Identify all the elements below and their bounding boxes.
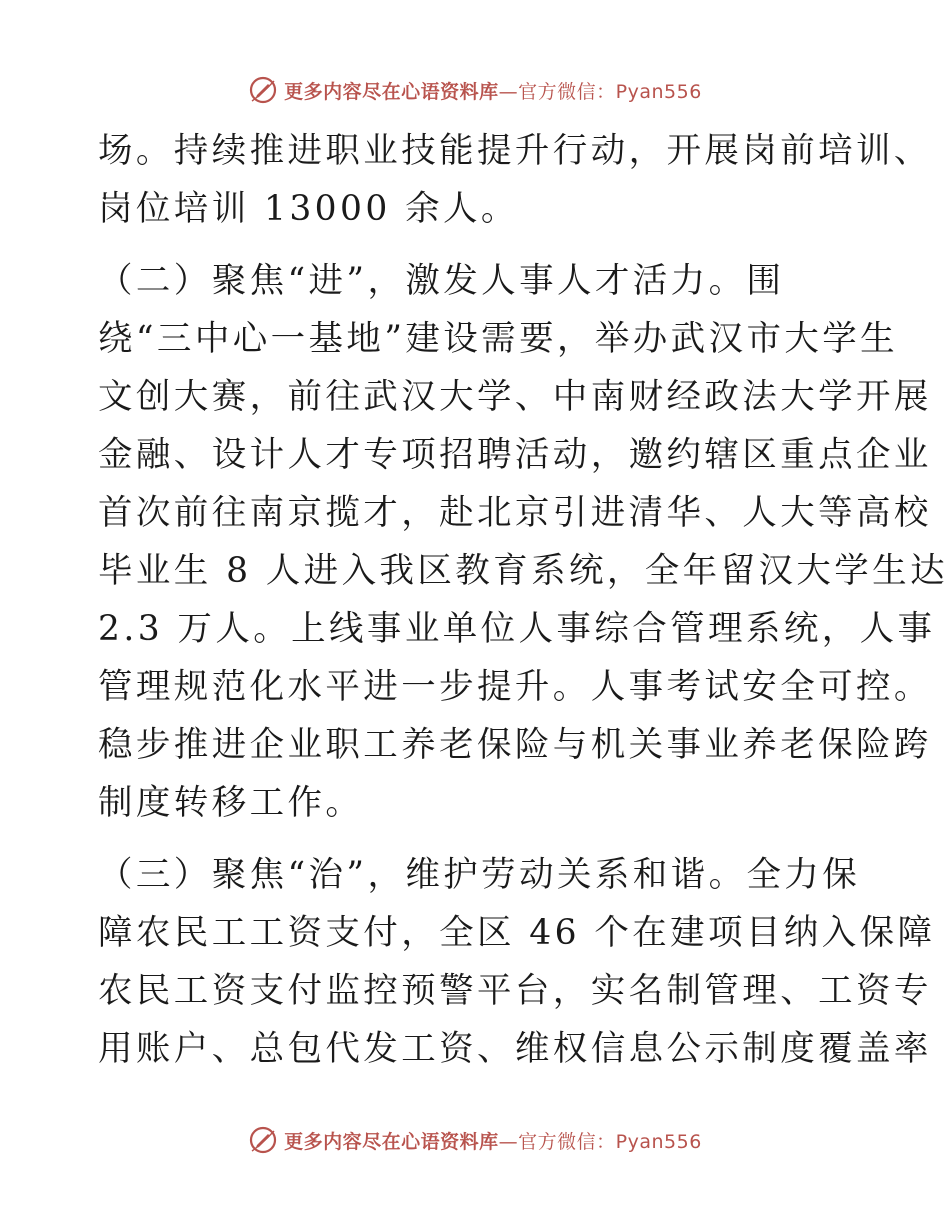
text-line: 障农民工工资支付，全区 46 个在建项目纳入保障	[98, 913, 936, 953]
footer-separator: —	[498, 1130, 519, 1153]
text-line: 制度转移工作。	[98, 783, 364, 823]
paragraph-2	[98, 252, 948, 832]
header-contact: 官方微信：Pyan556	[518, 80, 702, 103]
header-watermark-inner	[248, 75, 702, 105]
text-line: 文创大赛，前往武汉大学、中南财经政法大学开展	[98, 377, 932, 417]
header-separator: —	[498, 80, 519, 103]
text-line: 毕业生 8 人进入我区教育系统，全年留汉大学生达	[98, 551, 948, 591]
footer-watermark-banner	[0, 1120, 950, 1160]
footer-watermark-text	[284, 1127, 702, 1154]
header-watermark-text	[284, 77, 702, 104]
footer-watermark-inner	[248, 1125, 702, 1155]
paragraph-3	[98, 846, 936, 1078]
text-line: 用账户、总包代发工资、维权信息公示制度覆盖率	[98, 1029, 932, 1069]
pen-logo-icon	[248, 75, 278, 105]
text-line: 管理规范化水平进一步提升。人事考试安全可控。	[98, 667, 932, 707]
paragraph-1	[98, 122, 932, 238]
text-line: 稳步推进企业职工养老保险与机关事业养老保险跨	[98, 725, 932, 765]
text-line: 农民工资支付监控预警平台，实名制管理、工资专	[98, 971, 932, 1011]
document-body	[98, 122, 948, 1078]
text-line: （二）聚焦“进”，激发人事人才活力。围	[98, 261, 785, 301]
text-line: 金融、设计人才专项招聘活动，邀约辖区重点企业	[98, 435, 932, 475]
pen-logo-icon	[248, 1125, 278, 1155]
header-site-name: 更多内容尽在心语资料库	[284, 80, 499, 103]
footer-site-name: 更多内容尽在心语资料库	[284, 1130, 499, 1153]
header-watermark-banner	[0, 70, 950, 110]
text-line: 场。持续推进职业技能提升行动，开展岗前培训、	[98, 131, 932, 171]
text-line: 岗位培训 13000 余人。	[98, 189, 519, 229]
text-line: 首次前往南京揽才，赴北京引进清华、人大等高校	[98, 493, 932, 533]
text-line: 绕“三中心一基地”建设需要，举办武汉市大学生	[98, 319, 899, 359]
text-line: 2.3 万人。上线事业单位人事综合管理系统，人事	[98, 609, 936, 649]
text-line: （三）聚焦“治”，维护劳动关系和谐。全力保	[98, 855, 861, 895]
footer-contact: 官方微信：Pyan556	[518, 1130, 702, 1153]
